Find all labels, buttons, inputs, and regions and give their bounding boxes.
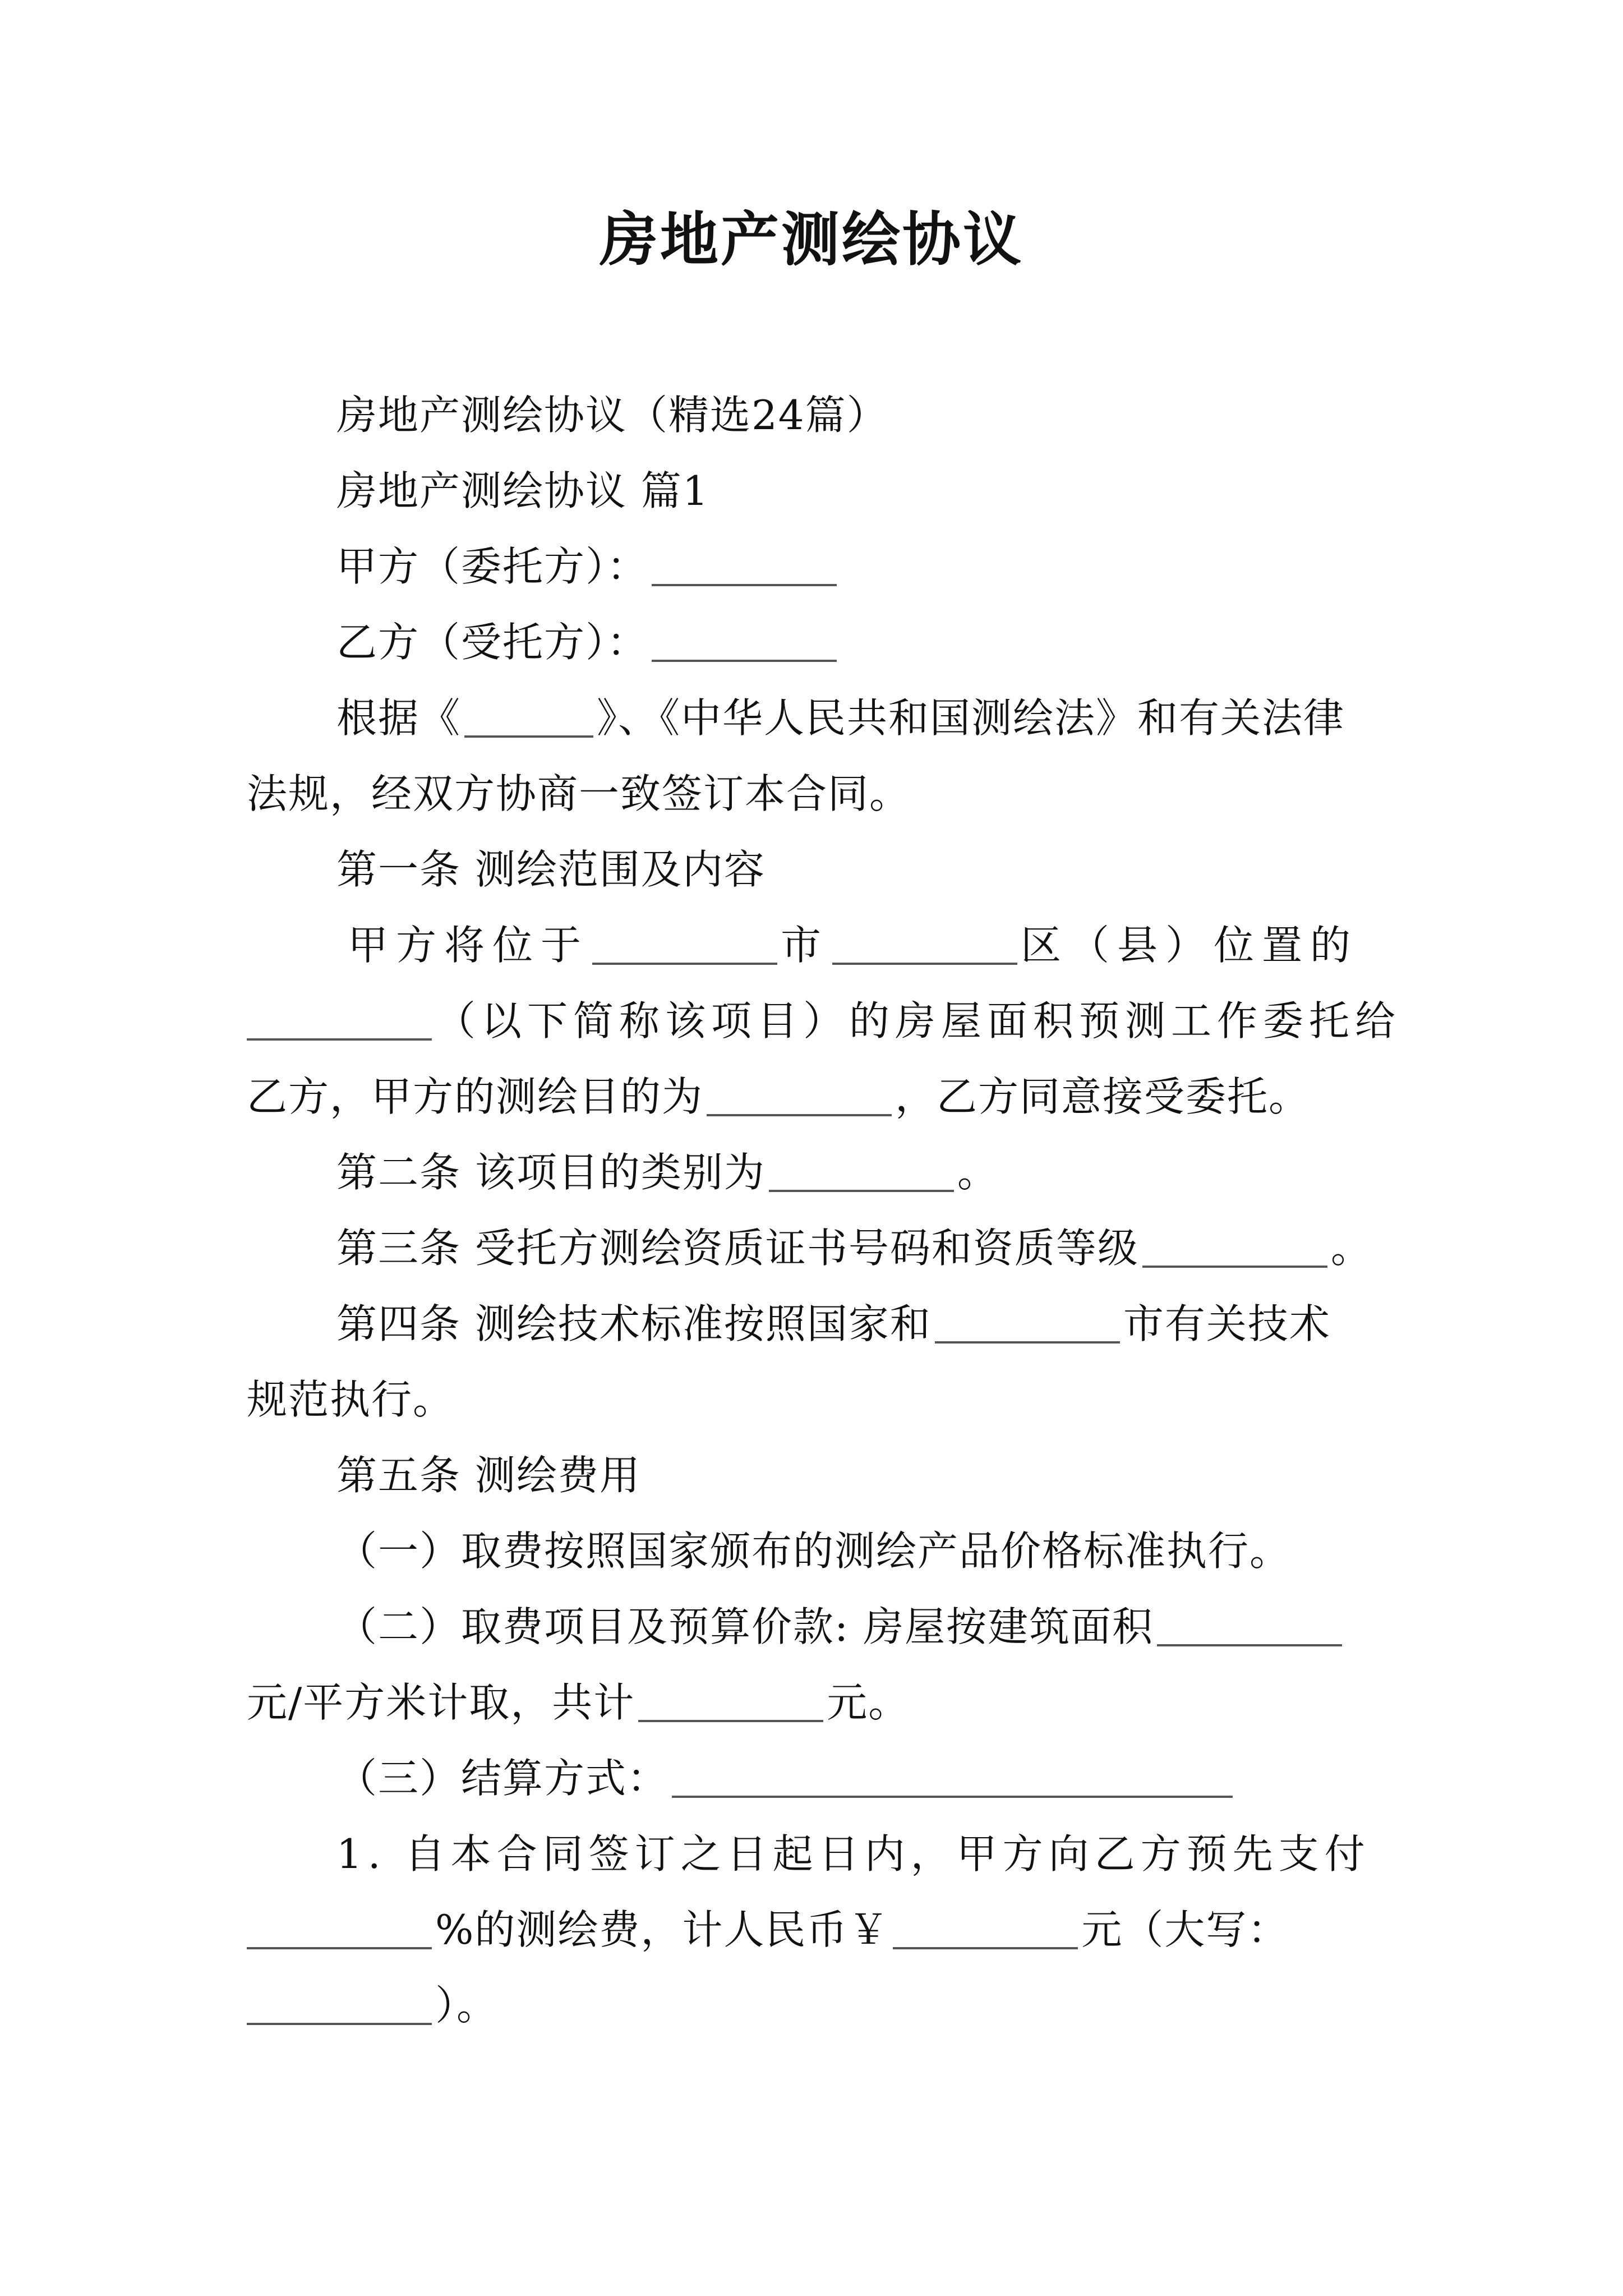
article-1-title: 第一条 测绘范围及内容 [336, 846, 766, 893]
party-a-label: 甲方（委托方）： [336, 543, 649, 590]
article-1-line-1 [348, 912, 1358, 979]
article-4-line-1 [336, 1290, 1331, 1358]
district-blank [832, 920, 1017, 965]
payment-1-line-1: 1. 自本合同签订之日起日内，甲方向乙方预先支付 [336, 1830, 1371, 1878]
article-1-line-3 [247, 1063, 1310, 1130]
basis-text-2: 》、《中华人民共和国测绘法》和有关法律 [597, 694, 1345, 742]
article-1-text-1: 甲方将位于 [348, 922, 589, 969]
percent-blank [247, 1904, 432, 1949]
article-1-line-2 [247, 987, 1401, 1055]
payment-1-text-4: ）。 [435, 1982, 499, 2029]
article-1-text-4: （以下简称该项目）的房屋面积预测工作委托给 [435, 997, 1401, 1045]
article-4-text-2: 市有关技术 [1123, 1300, 1331, 1347]
category-blank [769, 1147, 954, 1192]
article-3-line [336, 1214, 1372, 1282]
article-1-text-3: 区（县）位置的 [1021, 922, 1359, 969]
unit-price-blank [1157, 1602, 1342, 1646]
fee-item-2-text-1: （二）取费项目及预算价款: 房屋按建筑面积 [336, 1603, 1154, 1650]
party-b-blank [652, 617, 837, 662]
article-2-text: 第二条 该项目的类别为 [336, 1149, 766, 1196]
article-1-text-6: ，乙方同意接受委托。 [895, 1073, 1311, 1120]
payment-1-line-2 [247, 1896, 1289, 1963]
article-2-end: 。 [957, 1149, 999, 1196]
settlement-blank [672, 1753, 1233, 1798]
payment-1-text-2: %的测绘费，计人民币￥ [435, 1906, 890, 1953]
article-4-text-1: 第四条 测绘技术标准按照国家和 [336, 1300, 932, 1347]
subtitle: 房地产测绘协议（精选24篇） [336, 392, 888, 439]
party-b-line [336, 609, 840, 676]
article-4-line-2: 规范执行。 [247, 1376, 455, 1423]
purpose-blank [707, 1071, 892, 1116]
payment-1-text-3: 元（大写： [1081, 1906, 1289, 1953]
basis-line-1 [336, 684, 1345, 752]
amount-words-blank [247, 1980, 432, 2025]
project-name-blank [247, 996, 432, 1041]
fee-item-2-line-1 [336, 1593, 1345, 1660]
standard-city-blank [935, 1299, 1120, 1343]
article-2-line [336, 1139, 999, 1206]
payment-1-line-3 [247, 1972, 498, 2039]
fee-item-3-text: （三）结算方式： [336, 1755, 669, 1802]
party-b-label: 乙方（受托方）： [336, 619, 649, 666]
amount-blank [893, 1904, 1078, 1949]
article-1-text-2: 市 [781, 922, 829, 969]
qualification-blank [1142, 1223, 1327, 1268]
article-3-end: 。 [1330, 1225, 1372, 1272]
fee-item-3-line [336, 1745, 1236, 1812]
article-5-title: 第五条 测绘费用 [336, 1452, 641, 1499]
chapter-heading: 房地产测绘协议 篇1 [336, 467, 709, 514]
city-blank [592, 920, 777, 965]
basis-text-1: 根据《 [336, 694, 462, 742]
party-a-line [336, 533, 840, 600]
article-3-text: 第三条 受托方测绘资质证书号码和资质等级 [336, 1225, 1139, 1272]
basis-line-2: 法规，经双方协商一致签订本合同。 [247, 770, 911, 817]
article-1-text-5: 乙方，甲方的测绘目的为 [247, 1073, 704, 1120]
document-title: 房地产测绘协议 [599, 205, 1023, 274]
fee-item-2-text-2: 元/平方米计取，共计 [247, 1679, 635, 1726]
total-blank [638, 1677, 823, 1722]
fee-item-2-line-2 [247, 1669, 910, 1736]
fee-item-1: （一）取费按照国家颁布的测绘产品价格标准执行。 [336, 1527, 1292, 1575]
basis-law-blank [464, 693, 593, 738]
fee-item-2-text-3: 元。 [827, 1679, 910, 1726]
party-a-blank [652, 541, 837, 586]
